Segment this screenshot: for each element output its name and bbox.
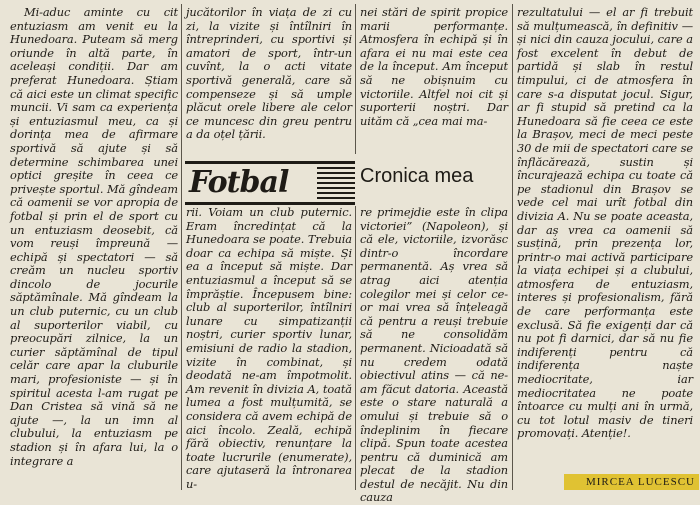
column-divider xyxy=(355,206,356,490)
article-text: jucătorilor în viața de zi cu zi, la vizite și întîlniri în întreprinderi, cu sportivi și amatori de sport, într-un cuvînt, la o acti vitate sportivă generală, care să compenseze și să umple plăcut orele libere ale celor ce muncesc din greu pentru a da oțel țării. xyxy=(186,5,352,142)
fotbal-logo: Fotbal xyxy=(189,165,289,200)
author-signature: MIRCEA LUCESCU xyxy=(564,474,699,490)
article-column-2-bottom xyxy=(186,206,352,490)
column-divider xyxy=(355,4,356,154)
article-text: rii. Voiam un club puternic. Eram încredințat că la Hunedoara se poate. Trebuia doar ca echipa să miște. Și ea a început să miște. Dar entuziasmul a început să se împrăștie. Începusem bine: club al suporterilor, întîlniri lunare cu simpatizanții noștri, curier sportiv lunar, emisiuni de radio la stadion, vizite în combinat, și deodată ne-am împotmolit. Am revenit în divizia A, toată lumea a fost mulțumită, se considera că avem echipă de aici încolo. Zeală, echipă fără obiectiv, renunțare la toate lucrurile (enumerate), care ajutaseră la întronarea u- xyxy=(186,205,352,491)
column-divider xyxy=(181,4,182,490)
article-column-2-top xyxy=(186,6,352,156)
article-text: rezultatului — el ar fi trebuit să mulțumească, în definitiv — și nici din cauza jocului, care a fost excelent în debut de partidă și slab în restul timpului, ci de atmosfera în care s-a disputat jocul. Sigur, ar fi stupid să pretind ca la Hunedoara să fie ceea ce este la Brașov, meci de meci peste 30 de mii de spectatori care se înflăcărează, sustin și încurajează echipa cu toate că pe stadionul din Brașov se vede cel mai urît fotbal din divizia A. Nu se poate aceasta, dar aș vrea ca oamenii să susțină, prin prezența lor, printr-o mai activă participare la viața echipei și a clubului, atmosfera de entuziasm, interes și profesionalism, fără de care performanța este exclusă. Să fie exigenți dar că nu pot fi darnici, dar să nu fie indiferenți pentru că indiferența naște mediocritate, iar mediocritatea ne poate întoarce cu mulți ani în urmă, cu tot lotul masiv de tineri promovați. Atenție!. xyxy=(517,5,693,441)
article-column-3-top xyxy=(360,6,508,156)
article-text: re primejdie este în clipa victoriei” (Napoleon), și că ele, victoriile, izvorăsc dintr-o încordare permanentă. Aș vrea să atrag aici atenția colegilor mei și celor ce-or mai vrea să înțeleagă că pentru a reuși trebuie să ne consolidăm permanent. Nicioadată să nu credem odată obiectivul atins — că ne-am făcut datoria. Această este o stare naturală a omului și trebuie să o îndeplinim în fiecare clipă. Spun toate acestea pentru că duminică am plecat de la stadion destul de necăjit. Nu din cauza xyxy=(360,205,508,505)
article-column-4 xyxy=(517,6,693,472)
article-column-3-bottom xyxy=(360,205,508,505)
article-text: Mi-aduc aminte cu cit entuziasm am venit eu la Hunedoara. Puteam să merg oriunde în altă parte, în aceleași condiții. Dar am preferat Hunedoara. Știam că aici este un climat specific muncii. Vi sam ca experiența și entuziasmul meu, ca și dorința mea de afirmare sportivă să ajute și să determine schimbarea unei optici greșite în ceea ce privește sportul. Mă gîndeam că oamenii se vor apropia de fotbal și prin el de sport cu un entuziasm deosebit, că vom reuși împreună — echipă și spectatori — să creăm un nucleu sportiv dincolo de jocurile săptămînale. Mă gîndeam la un club puternic, cu un club al suporterilor viabil, cu preocupări zilnice, la un curier săptămînal de tipul celăr care apar la cluburile mari, profesioniste — și în spiritul acesta l-am rugat pe Dan Cristea să vină să ne ajute —, la un imn al clubului, la entuziasm pe stadion și în afara lui, la o integrare a xyxy=(10,5,178,468)
logo-stripes xyxy=(317,167,355,199)
column-title: Cronica mea xyxy=(360,165,474,187)
section-logo xyxy=(185,161,355,205)
column-divider xyxy=(512,4,513,490)
article-text: nei stări de spirit propice marii performanțe. Atmosfera în echipă și în afara ei nu mai este cea de la început. Am început să ne obișnuim cu victoriile. Altfel noi cit și suporterii noștri. Dar uităm că „cea mai ma- xyxy=(360,5,508,128)
article-column-1 xyxy=(10,6,178,490)
